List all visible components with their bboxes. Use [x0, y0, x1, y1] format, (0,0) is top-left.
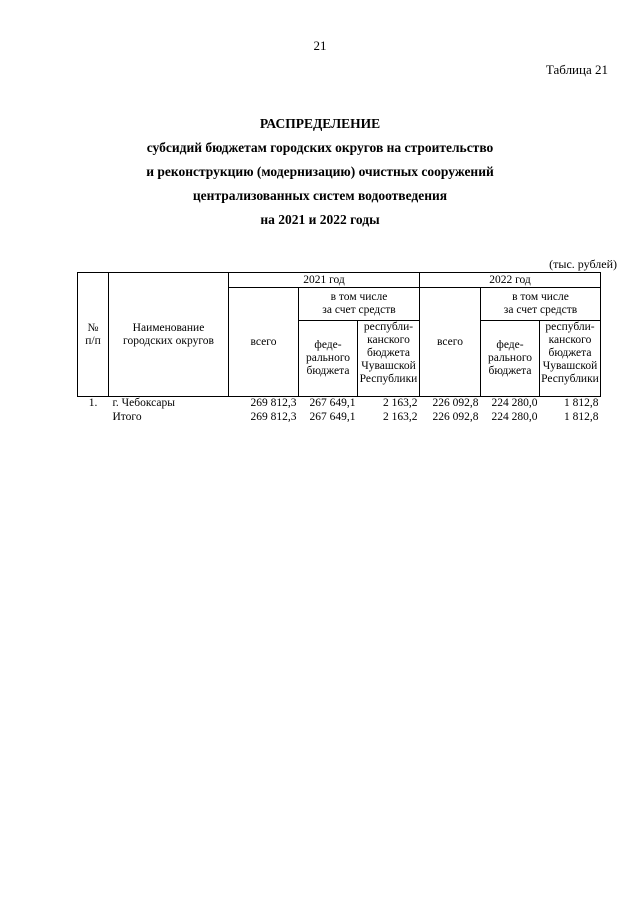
header-including-2021: [299, 288, 420, 321]
title-line-3: и реконструкцию (модернизацию) очистных сооружений: [146, 164, 494, 179]
row-total-2021: 269 812,3: [250, 411, 297, 423]
header-name-line: городских округов: [123, 334, 214, 347]
header-republic-2021: [358, 321, 420, 397]
header-republic-2022: [540, 321, 601, 397]
header-name: [109, 273, 229, 397]
header-year-2021: 2021 год: [229, 273, 420, 288]
header-number: [78, 273, 109, 397]
row-number: [78, 411, 109, 425]
row-total-2022: 226 092,8: [432, 397, 479, 410]
units-label: (тыс. рублей): [549, 257, 617, 271]
header-republic-line: бюджета: [548, 347, 592, 359]
header-federal-2022: [481, 321, 540, 397]
title-line-5: на 2021 и 2022 годы: [260, 212, 380, 227]
header-federal-2021: [299, 321, 358, 397]
header-republic-line: Чувашской: [542, 360, 598, 372]
header-name-line: Наименование: [132, 321, 205, 334]
row-federal-2022: 224 280,0: [491, 411, 538, 423]
title-line-1: РАСПРЕДЕЛЕНИЕ: [259, 116, 381, 131]
header-federal-line: бюджета: [306, 365, 350, 377]
header-republic-line: республи-: [545, 321, 595, 333]
header-federal-line: феде-: [496, 339, 524, 351]
row-republic-2021: 2 163,2: [383, 397, 418, 410]
table-label: Таблица 21: [545, 62, 608, 77]
table-row: [78, 411, 601, 425]
row-republic-2022: 1 812,8: [564, 397, 599, 410]
header-republic-line: бюджета: [367, 347, 410, 359]
row-republic-2021: 2 163,2: [383, 411, 418, 423]
header-including-2022: [481, 288, 601, 321]
header-republic-line: Республики: [541, 373, 599, 385]
row-federal-2021: 267 649,1: [309, 411, 356, 423]
row-total-2021: 269 812,3: [250, 397, 297, 410]
header-federal-line: рального: [305, 352, 351, 364]
header-including-line: за счет средств: [322, 304, 396, 316]
row-total-2022: 226 092,8: [432, 411, 479, 423]
header-including-line: в том числе: [512, 291, 569, 303]
header-federal-line: феде-: [314, 339, 342, 351]
table-row: [78, 397, 601, 411]
header-year-2022: 2022 год: [420, 273, 601, 288]
row-federal-2021: 267 649,1: [309, 397, 356, 410]
header-number-line: п/п: [85, 334, 101, 347]
header-republic-line: канского: [367, 334, 410, 346]
header-total-2022: всего: [420, 288, 481, 397]
row-name: г. Чебоксары: [112, 397, 175, 410]
row-number: 1.: [88, 397, 98, 410]
header-number-line: №: [87, 321, 99, 334]
header-federal-line: рального: [487, 352, 533, 364]
header-total-2021: всего: [229, 288, 299, 397]
row-republic-2022: 1 812,8: [564, 411, 599, 423]
page-number: 21: [313, 38, 327, 53]
header-republic-line: канского: [548, 334, 592, 346]
header-federal-line: бюджета: [488, 365, 532, 377]
header-including-line: за счет средств: [503, 304, 578, 316]
row-name: Итого: [112, 411, 142, 423]
title-line-4: централизованных систем водоотведения: [192, 188, 448, 203]
header-republic-line: Республики: [359, 373, 418, 385]
distribution-table: [77, 272, 601, 425]
row-federal-2022: 224 280,0: [491, 397, 538, 410]
header-republic-line: Чувашской: [361, 360, 416, 372]
title-line-2: субсидий бюджетам городских округов на строительство: [146, 140, 494, 155]
document-title: [0, 112, 640, 232]
header-republic-line: республи-: [363, 321, 414, 333]
header-including-line: в том числе: [330, 291, 388, 303]
